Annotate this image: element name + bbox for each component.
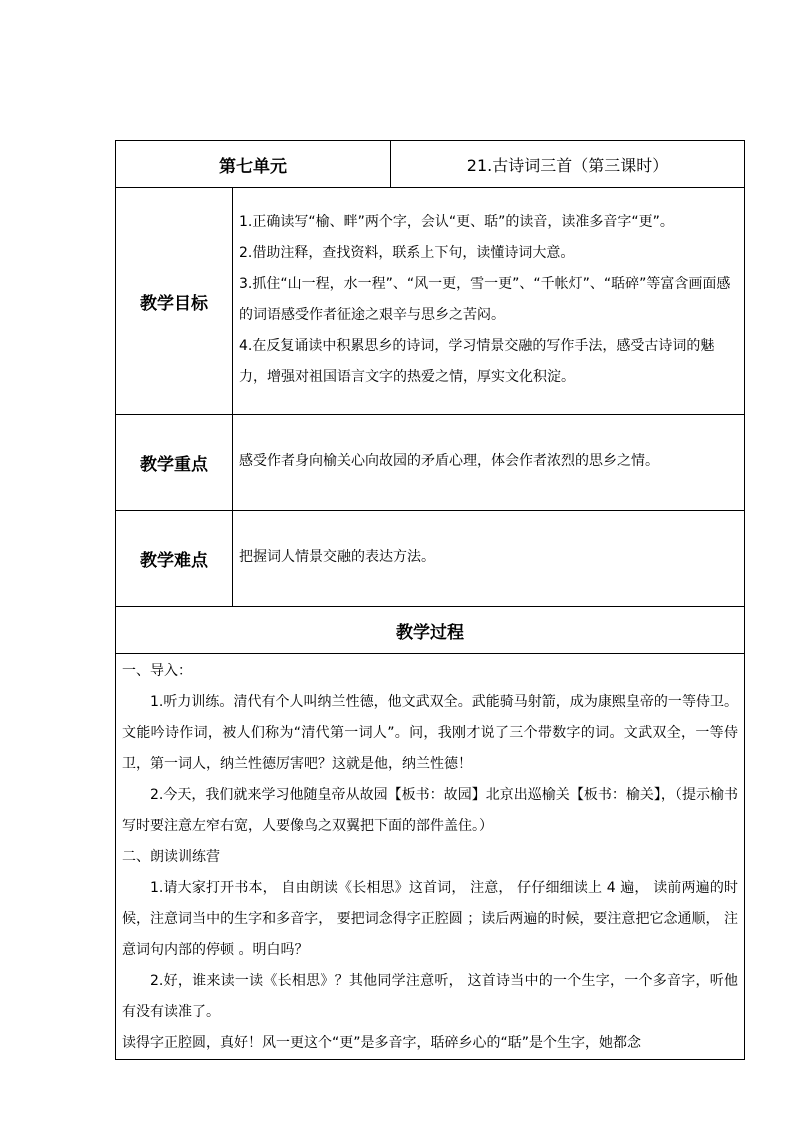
difficulties-text: 把握词人情景交融的表达方法。 [233,511,745,607]
difficulties-label: 教学难点 [116,511,233,607]
process-paragraph: 二、朗读训练营 [122,849,220,865]
goals-content [233,188,745,415]
process-row [116,654,745,1060]
header-row [116,141,745,188]
goal-item: 3.抓住“山一程，水一程”、“风一更，雪一更”、“千帐灯”、“聒碎”等富含画面感的词语感受作者征途之艰辛与思乡之苦闷。 [239,276,731,323]
process-title-row [116,607,745,654]
goal-item: 4.在反复诵读中积累思乡的诗词，学习情景交融的写作手法，感受古诗词的魅力，增强对祖国语言文字的热爱之情，厚实文化积淀。 [239,338,715,385]
process-content [116,654,745,1060]
process-paragraph: 1.请大家打开书本， 自由朗读《长相思》这首词， 注意， 仔仔细细读上 4 遍， 读前两遍的时候，注意词当中的生字和多音字， 要把词念得字正腔圆 ；读后两遍的时候，要注意把它念通顺， 注意词句内部的停顿 。明白吗？ [122,880,738,958]
difficulties-row [116,511,745,607]
key-points-row [116,415,745,511]
process-title: 教学过程 [116,607,745,654]
lesson-title: 21.古诗词三首（第三课时） [391,141,745,188]
process-paragraph: 一、导入： [122,663,192,679]
key-points-label: 教学重点 [116,415,233,511]
goals-row [116,188,745,415]
process-paragraph: 1.听力训练。清代有个人叫纳兰性德，他文武双全。武能骑马射箭，成为康熙皇帝的一等侍卫。文能吟诗作词，被人们称为“清代第一词人”。问，我刚才说了三个带数字的词。文武双全，一等侍卫，第一词人，纳兰性德厉害吧？这就是他，纳兰性德！ [122,694,738,772]
process-paragraph: 读得字正腔圆，真好！风一更这个“更”是多音字，聒碎乡心的“聒”是个生字，她都念 [122,1035,642,1051]
process-paragraph: 2.好，谁来读一读《长相思》？其他同学注意听， 这首诗当中的一个生字，一个多音字，听他有没有读准了。 [122,973,738,1020]
lesson-plan-table [115,140,745,1060]
unit-title: 第七单元 [116,141,391,188]
goal-item: 2.借助注释，查找资料，联系上下句，读懂诗词大意。 [239,245,575,261]
key-points-text: 感受作者身向榆关心向故园的矛盾心理，体会作者浓烈的思乡之情。 [233,415,745,511]
goals-label: 教学目标 [116,188,233,415]
goal-item: 1.正确读写“榆、畔”两个字，会认“更、聒”的读音，读准多音字“更”。 [239,214,674,230]
process-paragraph: 2.今天，我们就来学习他随皇帝从故园【板书：故园】北京出巡榆关【板书：榆关】，（提示榆书写时要注意左窄右宽，人要像鸟之双翼把下面的部件盖住。） [122,787,738,834]
